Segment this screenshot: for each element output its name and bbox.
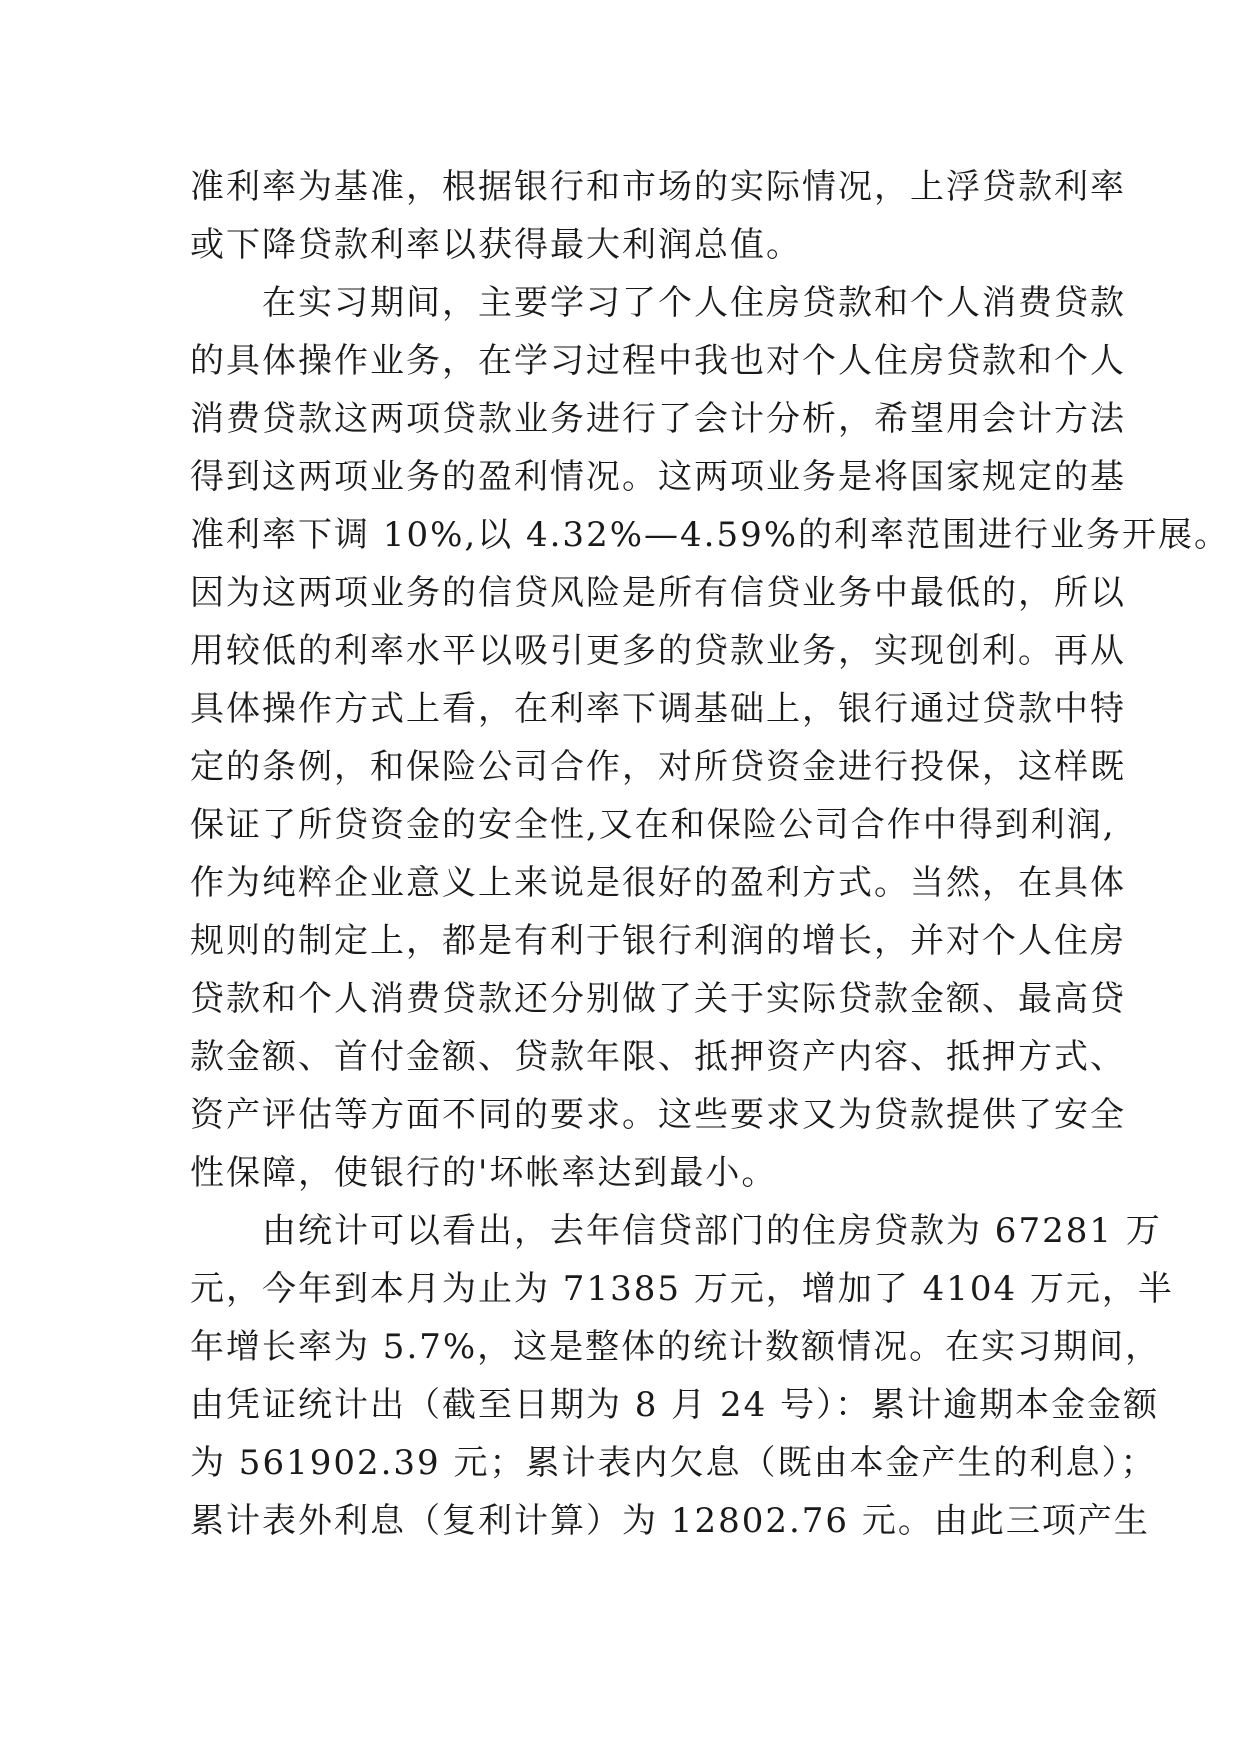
text-line: 为 561902.39 元；累计表内欠息（既由本金产生的利息）； (190, 1443, 1157, 1483)
body-text (190, 158, 1231, 1550)
text-line: 具体操作方式上看，在利率下调基础上，银行通过贷款中特 (190, 689, 1126, 729)
text-line: 款金额、首付金额、贷款年限、抵押资产内容、抵押方式、 (190, 1037, 1126, 1077)
text-line: 或下降贷款利率以获得最大利润总值。 (190, 225, 802, 265)
text-line: 由凭证统计出（截至日期为 8 月 24 号）：累计逾期本金金额 (190, 1385, 1160, 1425)
text-line: 准利率为基准，根据银行和市场的实际情况，上浮贷款利率 (190, 167, 1126, 207)
text-line: 作为纯粹企业意义上来说是很好的盈利方式。当然，在具体 (190, 863, 1126, 903)
text-line: 由统计可以看出，去年信贷部门的住房贷款为 67281 万 (190, 1211, 1162, 1251)
text-line: 准利率下调 10%,以 4.32%—4.59%的利率范围进行业务开展。 (190, 515, 1231, 555)
text-line: 得到这两项业务的盈利情况。这两项业务是将国家规定的基 (190, 457, 1126, 497)
text-line: 规则的制定上，都是有利于银行利润的增长，并对个人住房 (190, 921, 1126, 961)
text-line: 因为这两项业务的信贷风险是所有信贷业务中最低的，所以 (190, 573, 1126, 613)
text-line: 贷款和个人消费贷款还分别做了关于实际贷款金额、最高贷 (190, 979, 1126, 1019)
text-line: 年增长率为 5.7%，这是整体的统计数额情况。在实习期间， (190, 1327, 1162, 1367)
text-line: 在实习期间，主要学习了个人住房贷款和个人消费贷款 (190, 283, 1126, 323)
text-line: 累计表外利息（复利计算）为 12802.76 元。由此三项产生 (190, 1501, 1150, 1541)
text-line: 用较低的利率水平以吸引更多的贷款业务，实现创利。再从 (190, 631, 1126, 671)
text-line: 性保障，使银行的'坏帐率达到最小。 (190, 1153, 778, 1193)
text-line: 保证了所贷资金的安全性,又在和保险公司合作中得到利润, (190, 805, 1116, 845)
text-line: 定的条例，和保险公司合作，对所贷资金进行投保，这样既 (190, 747, 1126, 787)
text-line: 元，今年到本月为止为 71385 万元，增加了 4104 万元，半 (190, 1269, 1174, 1309)
text-line: 的具体操作业务，在学习过程中我也对个人住房贷款和个人 (190, 341, 1126, 381)
text-line: 消费贷款这两项贷款业务进行了会计分析，希望用会计方法 (190, 399, 1126, 439)
text-line: 资产评估等方面不同的要求。这些要求又为贷款提供了安全 (190, 1095, 1126, 1135)
